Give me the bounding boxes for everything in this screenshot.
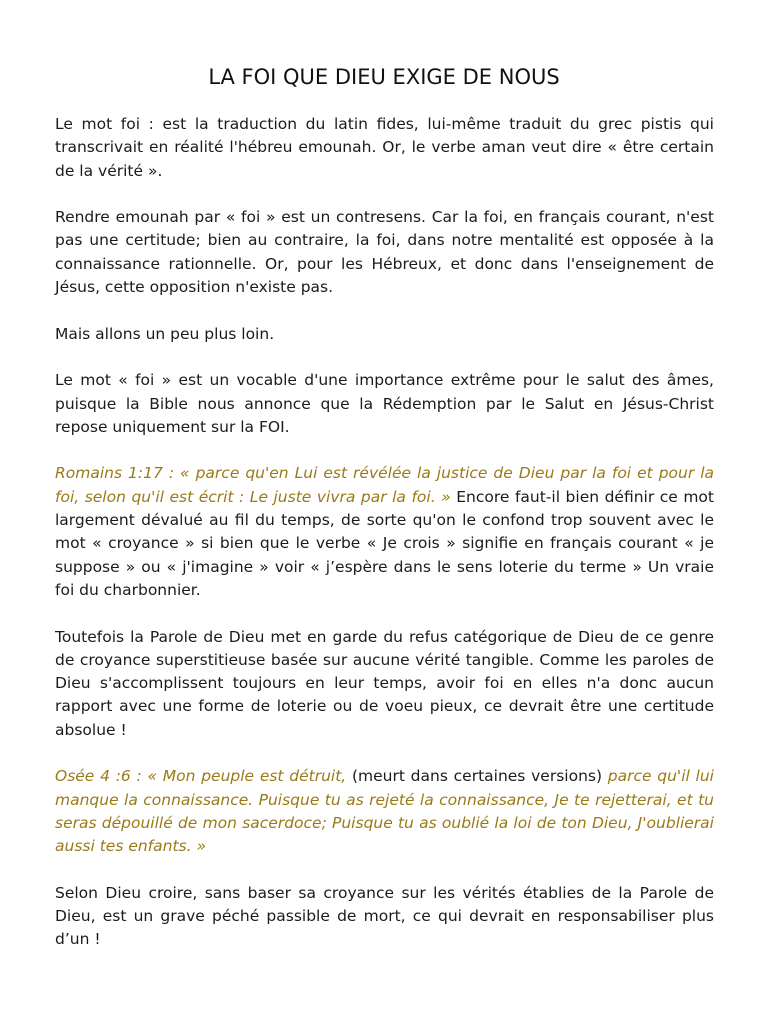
- version-note: (meurt dans certaines versions): [346, 767, 608, 786]
- paragraph-4: Le mot « foi » est un vocable d'une importance extrême pour le salut des âmes, puisque la Bible nous annonce que la Rédemption par le Salut en Jésus-Christ repose uniquement sur la FOI.: [55, 371, 714, 436]
- document-title: LA FOI QUE DIEU EXIGE DE NOUS: [208, 65, 560, 89]
- paragraph-3: Mais allons un peu plus loin.: [55, 324, 275, 343]
- paragraph-5: [55, 462, 714, 602]
- paragraph-2: Rendre emounah par « foi » est un contresens. Car la foi, en français courant, n'est pas une certitude; bien au contraire, la foi, dans notre mentalité est opposée à la connaissance rationnelle. Or, pour les Hébreux, et donc dans l'enseignement de Jésus, cette opposition n'existe pas.: [55, 208, 714, 297]
- paragraph-7: [55, 765, 714, 858]
- paragraph-6: Toutefois la Parole de Dieu met en garde du refus catégorique de Dieu de ce genre de croyance superstitieuse basée sur aucune vérité tangible. Comme les paroles de Dieu s'accomplissent toujours en leur temps, avoir foi en elles n'a donc aucun rapport avec une forme de loterie ou de voeu pieux, ce devrait être une certitude absolue !: [55, 627, 714, 739]
- paragraph-1: Le mot foi : est la traduction du latin fides, lui-même traduit du grec pistis qui transcrivait en réalité l'hébreu emounah. Or, le verbe aman veut dire « être certain de la vérité ».: [55, 115, 714, 180]
- paragraph-8: Selon Dieu croire, sans baser sa croyance sur les vérités établies de la Parole de Dieu, est un grave péché passible de mort, ce qui devrait en responsabiliser plus d’un !: [55, 883, 714, 949]
- document-body: [55, 113, 714, 975]
- bible-quote-osee-b: parce qu'il lui manque la connaissance. Puisque tu as rejeté la connaissance, Je te rejetterai, et tu seras dépouillé de mon sacerdoce; Puisque tu as oublié la loi de ton Dieu, J'oublierai aussi tes enfants. »: [55, 767, 714, 856]
- bible-quote-romains: Romains 1:17 : « parce qu'en Lui est révélée la justice de Dieu par la foi et pour la foi, selon qu'il est écrit : Le juste vivra par la foi. »: [55, 464, 714, 506]
- paragraph-5-text: Encore faut-il bien définir ce mot largement dévalué au fil du temps, de sorte qu'on le confond trop souvent avec le mot « croyance » si bien que le verbe « Je crois » signifie en français courant « je suppose » ou « j'imagine » voir « j’espère dans le sens loterie du terme » Un vraie foi du charbonnier.: [55, 487, 714, 599]
- bible-quote-osee-a: Osée 4 :6 : « Mon peuple est détruit,: [55, 767, 347, 786]
